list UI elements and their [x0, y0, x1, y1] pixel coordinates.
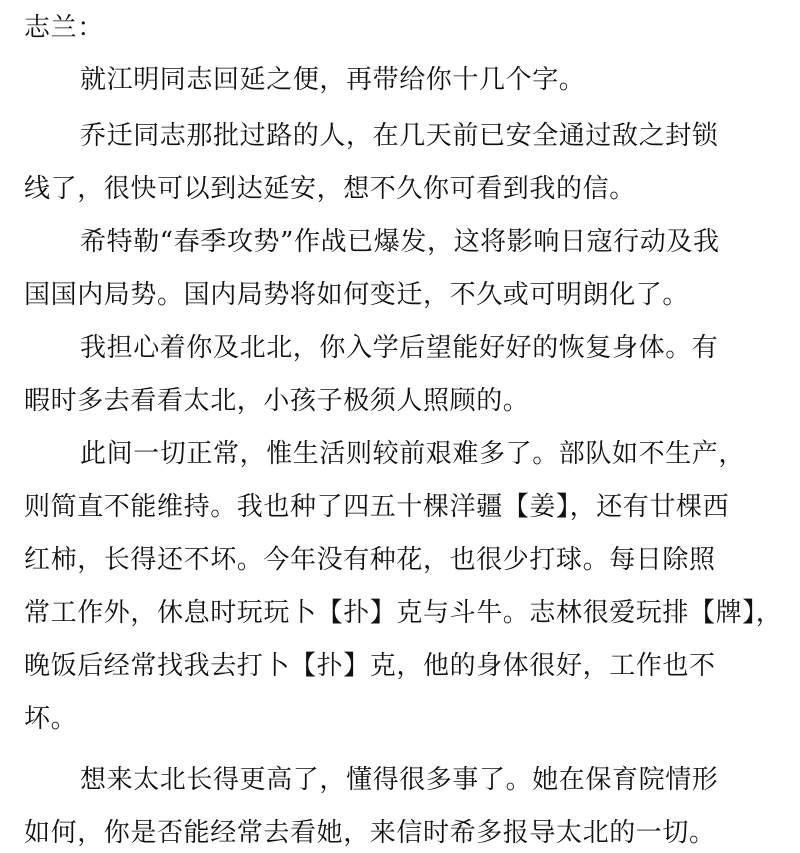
paragraph-1-line-1: 就江明同志回延之便，再带给你十几个字。 [80, 65, 586, 95]
paragraph-6-line-1: 想来太北长得更高了，懂得很多事了。她在保育院情形 [80, 765, 719, 795]
paragraph-5-line-1: 此间一切正常，惟生活则较前艰难多了。部队如不生产， [80, 439, 746, 469]
salutation: 志兰： [24, 13, 104, 43]
paragraph-4-line-1: 我担心着你及北北，你入学后望能好好的恢复身体。有 [80, 333, 719, 363]
paragraph-4-line-2: 暇时多去看看太北，小孩子极须人照顾的。 [24, 386, 530, 416]
paragraph-2-line-1: 乔迁同志那批过路的人，在几天前已安全通过敌之封锁 [80, 121, 719, 151]
paragraph-5-line-5: 晚饭后经常找我去打卜【扑】克，他的身体很好，工作也不 [24, 651, 716, 681]
paragraph-5-line-3: 红柿，长得还不坏。今年没有种花，也很少打球。每日除照 [24, 545, 716, 575]
paragraph-6-line-2: 如何，你是否能经常去看她，来信时希多报导太北的一切。 [24, 818, 716, 848]
paragraph-3-line-1: 希特勒“春季攻势”作战已爆发，这将影响日寇行动及我 [80, 227, 720, 257]
paragraph-5-line-2: 则简直不能维持。我也种了四五十棵洋疆【姜】，还有廿棵西 [24, 492, 730, 522]
paragraph-3-line-2: 国国内局势。国内局势将如何变迁，不久或可明朗化了。 [24, 280, 690, 310]
paragraph-2-line-2: 线了，很快可以到达延安，想不久你可看到我的信。 [24, 174, 636, 204]
paragraph-5-line-6: 坏。 [24, 704, 78, 734]
paragraph-5-line-4: 常工作外，休息时玩玩卜【扑】克与斗牛。志林很爱玩排【牌】， [24, 598, 783, 628]
